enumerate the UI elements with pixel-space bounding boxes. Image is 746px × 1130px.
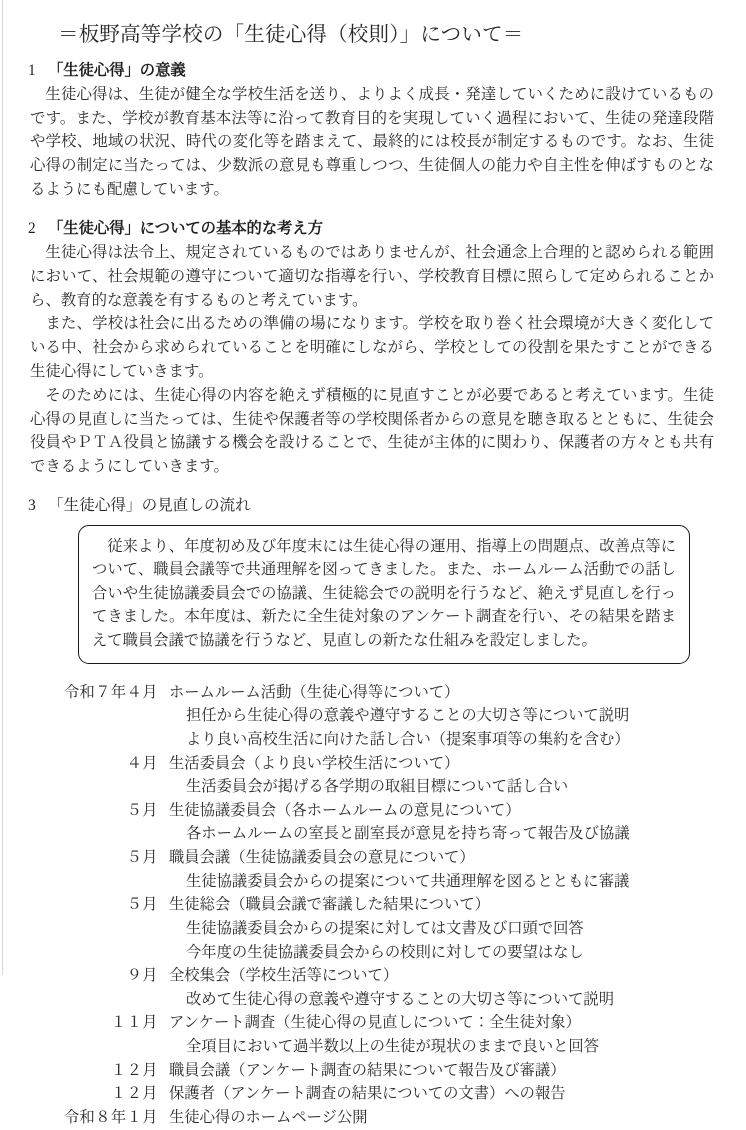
section-1-number: 1: [28, 61, 36, 79]
schedule-item-row: [0, 1082, 746, 1106]
section-2-heading-text: 「生徒心得」についての基本的な考え方: [48, 219, 324, 237]
section-2: [0, 202, 746, 479]
schedule-item-title: アンケート調査（生徒心得の見直しについて：全生徒対象）: [169, 1014, 581, 1032]
schedule-item-date: １１月: [110, 1014, 158, 1032]
callout-text: 従来より、年度初め及び年度末には生徒心得の運用、指導上の問題点、改善点等について、職員会議等で共通理解を図ってきました。また、ホームルーム活動での話し合いや生徒協議委員会での協議、生徒総会での説明を行うなど、絶えず見直しを行ってきました。本年度は、新たに全生徒対象のアンケート調査を行い、その結果を踏まえて職員会議で協議を行うなど、見直しの新たな仕組みを設定しました。: [92, 537, 676, 650]
schedule-item-date: １２月: [110, 1085, 158, 1103]
schedule-list: [0, 664, 746, 1130]
section-1-paragraph-1: 生徒心得は、生徒が健全な学校生活を送り、よりよく成長・発達していくために設けているものです。また、学校が教育基本法等に沿って教育目的を実現していく過程において、生徒の発達段階や学校、地域の状況、時代の変化等を踏まえて、最終的には校長が制定するものです。なお、生徒心得の制定に当たっては、少数派の意見も尊重しつつ、生徒個人の能力や自主性を伸ばすものとなるようにも配慮しています。: [30, 85, 714, 198]
schedule-item-title: 生徒総会（職員会議で審議した結果について）: [169, 896, 490, 914]
schedule-item-title: 生徒心得のホームページ公開: [169, 1108, 368, 1126]
schedule-item-detail: 生活委員会が掲げる各学期の取組目標について話し合い: [186, 778, 569, 796]
schedule-item: [0, 1011, 746, 1058]
schedule-item-title: 全校集会（学校生活等について）: [169, 967, 399, 985]
schedule-item-date: 令和８年１月: [63, 1108, 158, 1126]
schedule-item-date: ５月: [126, 896, 158, 914]
schedule-item: [0, 1059, 746, 1083]
schedule-item-date: ５月: [126, 801, 158, 819]
schedule-item-date: ４月: [126, 754, 158, 772]
schedule-item: [0, 1106, 746, 1130]
schedule-item-title: 職員会議（生徒協議委員会の意見について）: [169, 849, 475, 867]
schedule-item-date: ９月: [126, 967, 158, 985]
schedule-item-row: [0, 752, 746, 776]
schedule-item-detail: 生徒協議委員会からの提案に対しては文書及び口頭で回答: [186, 919, 584, 937]
schedule-item-title: 職員会議（アンケート調査の結果について報告及び審議）: [169, 1061, 566, 1079]
section-1-heading: [0, 60, 746, 82]
schedule-item-detail: 担任から生徒心得の意義や遵守することの大切さ等について説明: [186, 707, 630, 725]
schedule-item-title: 生活委員会（より良い学校生活について）: [169, 754, 460, 772]
callout-box: [78, 525, 690, 664]
page-title: ＝板野高等学校の「生徒心得（校則）」について＝: [58, 24, 524, 46]
schedule-item-detail: 改めて生徒心得の意義や遵守することの大切さ等について説明: [186, 990, 615, 1008]
schedule-item: [0, 1082, 746, 1106]
schedule-item: [0, 964, 746, 1011]
section-1-heading-text: 「生徒心得」の意義: [48, 61, 186, 79]
section-3: [0, 479, 746, 1130]
section-3-number: 3: [28, 496, 36, 514]
schedule-item: [0, 681, 746, 752]
schedule-item-row: [0, 1011, 746, 1035]
schedule-item-detail: 全項目において過半数以上の生徒が現状のままで良いと回答: [186, 1038, 600, 1056]
schedule-item-detail: 各ホームルームの室長と副室長が意見を持ち寄って報告及び協議: [186, 825, 630, 843]
schedule-item: [0, 846, 746, 893]
schedule-item-row: [0, 1106, 746, 1130]
schedule-item: [0, 799, 746, 846]
schedule-item: [0, 893, 746, 964]
schedule-item-detail: より良い高校生活に向けた話し合い（提案事項等の集約を含む）: [186, 730, 630, 748]
schedule-item-title: 保護者（アンケート調査の結果についての文書）への報告: [169, 1085, 566, 1103]
section-2-paragraph-2: また、学校は社会に出るための準備の場になります。学校を取り巻く社会環境が大きく変化している中、社会から求められていることを明確にしながら、学校としての役割を果たすことができる生徒心得にしていきます。: [30, 315, 714, 380]
schedule-item-title: ホームルーム活動（生徒心得等について）: [169, 683, 460, 701]
schedule-item-row: [0, 893, 746, 917]
schedule-item-row: [0, 964, 746, 988]
schedule-item-date: １２月: [110, 1061, 158, 1079]
schedule-item-detail: 生徒協議委員会からの提案について共通理解を図るとともに審議: [186, 872, 630, 890]
schedule-item-detail: 今年度の生徒協議委員会からの校則に対しての要望はなし: [186, 943, 584, 961]
schedule-item-row: [0, 799, 746, 823]
section-2-paragraph-3: そのためには、生徒心得の内容を絶えず積極的に見直すことが必要であると考えています。生徒心得の見直しに当たっては、生徒や保護者等の学校関係者からの意見を聴き取るとともに、生徒会役員やＰＴＡ役員と協議する機会を設けることで、生徒が主体的に関わり、保護者の方々とも共有できるようにしていきます。: [30, 386, 714, 476]
section-2-number: 2: [28, 219, 36, 237]
section-3-heading-text: 「生徒心得」の見直しの流れ: [48, 496, 251, 514]
schedule-item-row: [0, 681, 746, 705]
section-2-paragraph-1: 生徒心得は法令上、規定されているものではありませんが、社会通念上合理的と認められる範囲において、社会規範の遵守について適切な指導を行い、学校教育目標に照らして定められることから、教育的な意義を有するものと考えています。: [30, 243, 714, 309]
section-2-heading: [0, 218, 746, 240]
schedule-item: [0, 752, 746, 799]
schedule-item-row: [0, 846, 746, 870]
section-3-heading: [0, 495, 746, 518]
schedule-item-date: ５月: [126, 849, 158, 867]
schedule-item-date: 令和７年４月: [63, 683, 158, 701]
schedule-item-row: [0, 1059, 746, 1083]
schedule-item-title: 生徒協議委員会（各ホームルームの意見について）: [169, 801, 521, 819]
section-1: [0, 49, 746, 202]
